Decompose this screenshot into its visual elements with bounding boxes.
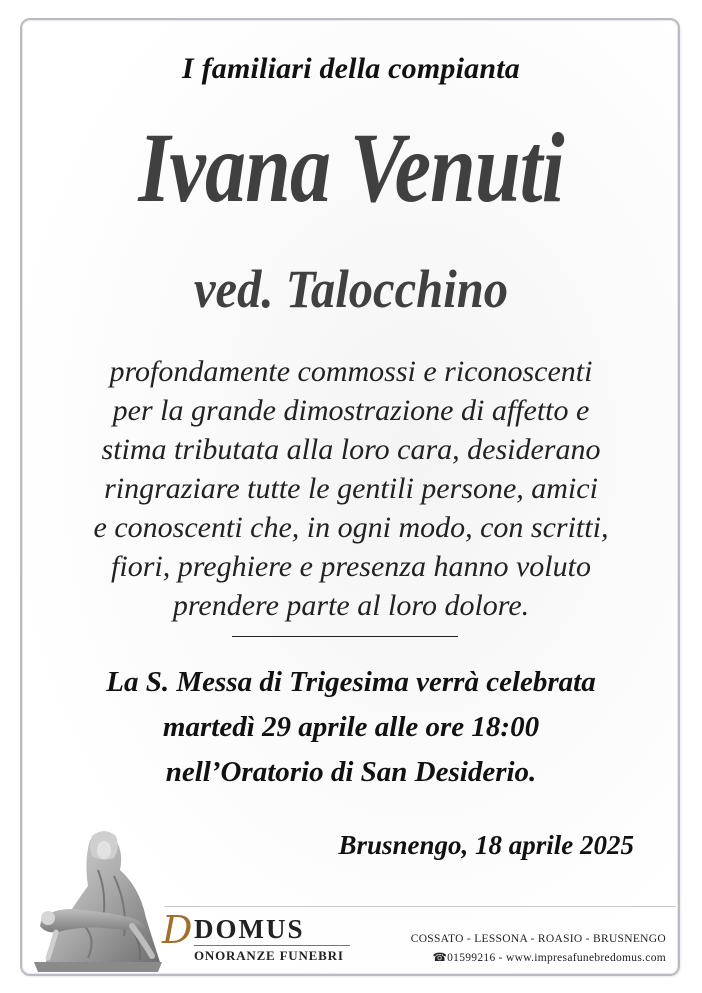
thanks-line: ringraziare tutte le gentili persone, amici [104,472,598,505]
thanks-line: prendere parte al loro dolore. [172,589,530,622]
agency-phone-web: ☎01599216 - www.impresafunebredomus.com [432,952,666,964]
agency-contacts [411,930,666,968]
mass-line: La S. Messa di Trigesima verrà celebrata [106,666,596,698]
domus-logo [162,908,352,968]
pieta-statue-image [28,826,168,972]
thanks-message [40,352,662,625]
logo-subtitle: ONORANZE FUNEBRI [194,948,344,963]
thanks-line: fiori, preghiere e presenza hanno voluto [111,550,591,583]
logo-name: DOMUS [194,914,305,944]
footer-divider [164,906,676,907]
mass-announcement [20,660,682,795]
intro-text: I familiari della compianta [182,52,520,85]
place-date: Brusnengo, 18 aprile 2025 [338,830,634,860]
logo-underline [194,945,350,946]
thanks-line: e conoscenti che, in ogni modo, con scritti, [93,511,609,544]
mass-line: nell’Oratorio di San Desiderio. [165,756,537,788]
thanks-line: per la grande dimostrazione di affetto e [112,394,590,427]
logo-letter: D [162,908,193,952]
divider [232,636,458,637]
agency-locations: COSSATO - LESSONA - ROASIO - BRUSNENGO [410,933,666,945]
thanks-line: profondamente commossi e riconoscenti [109,355,593,388]
deceased-name: Ivana Venuti [138,112,564,223]
mass-line: martedì 29 aprile alle ore 18:00 [162,711,540,743]
thanks-line: stima tributata alla loro cara, desiderano [101,433,601,466]
married-name: ved. Talocchino [193,259,509,319]
